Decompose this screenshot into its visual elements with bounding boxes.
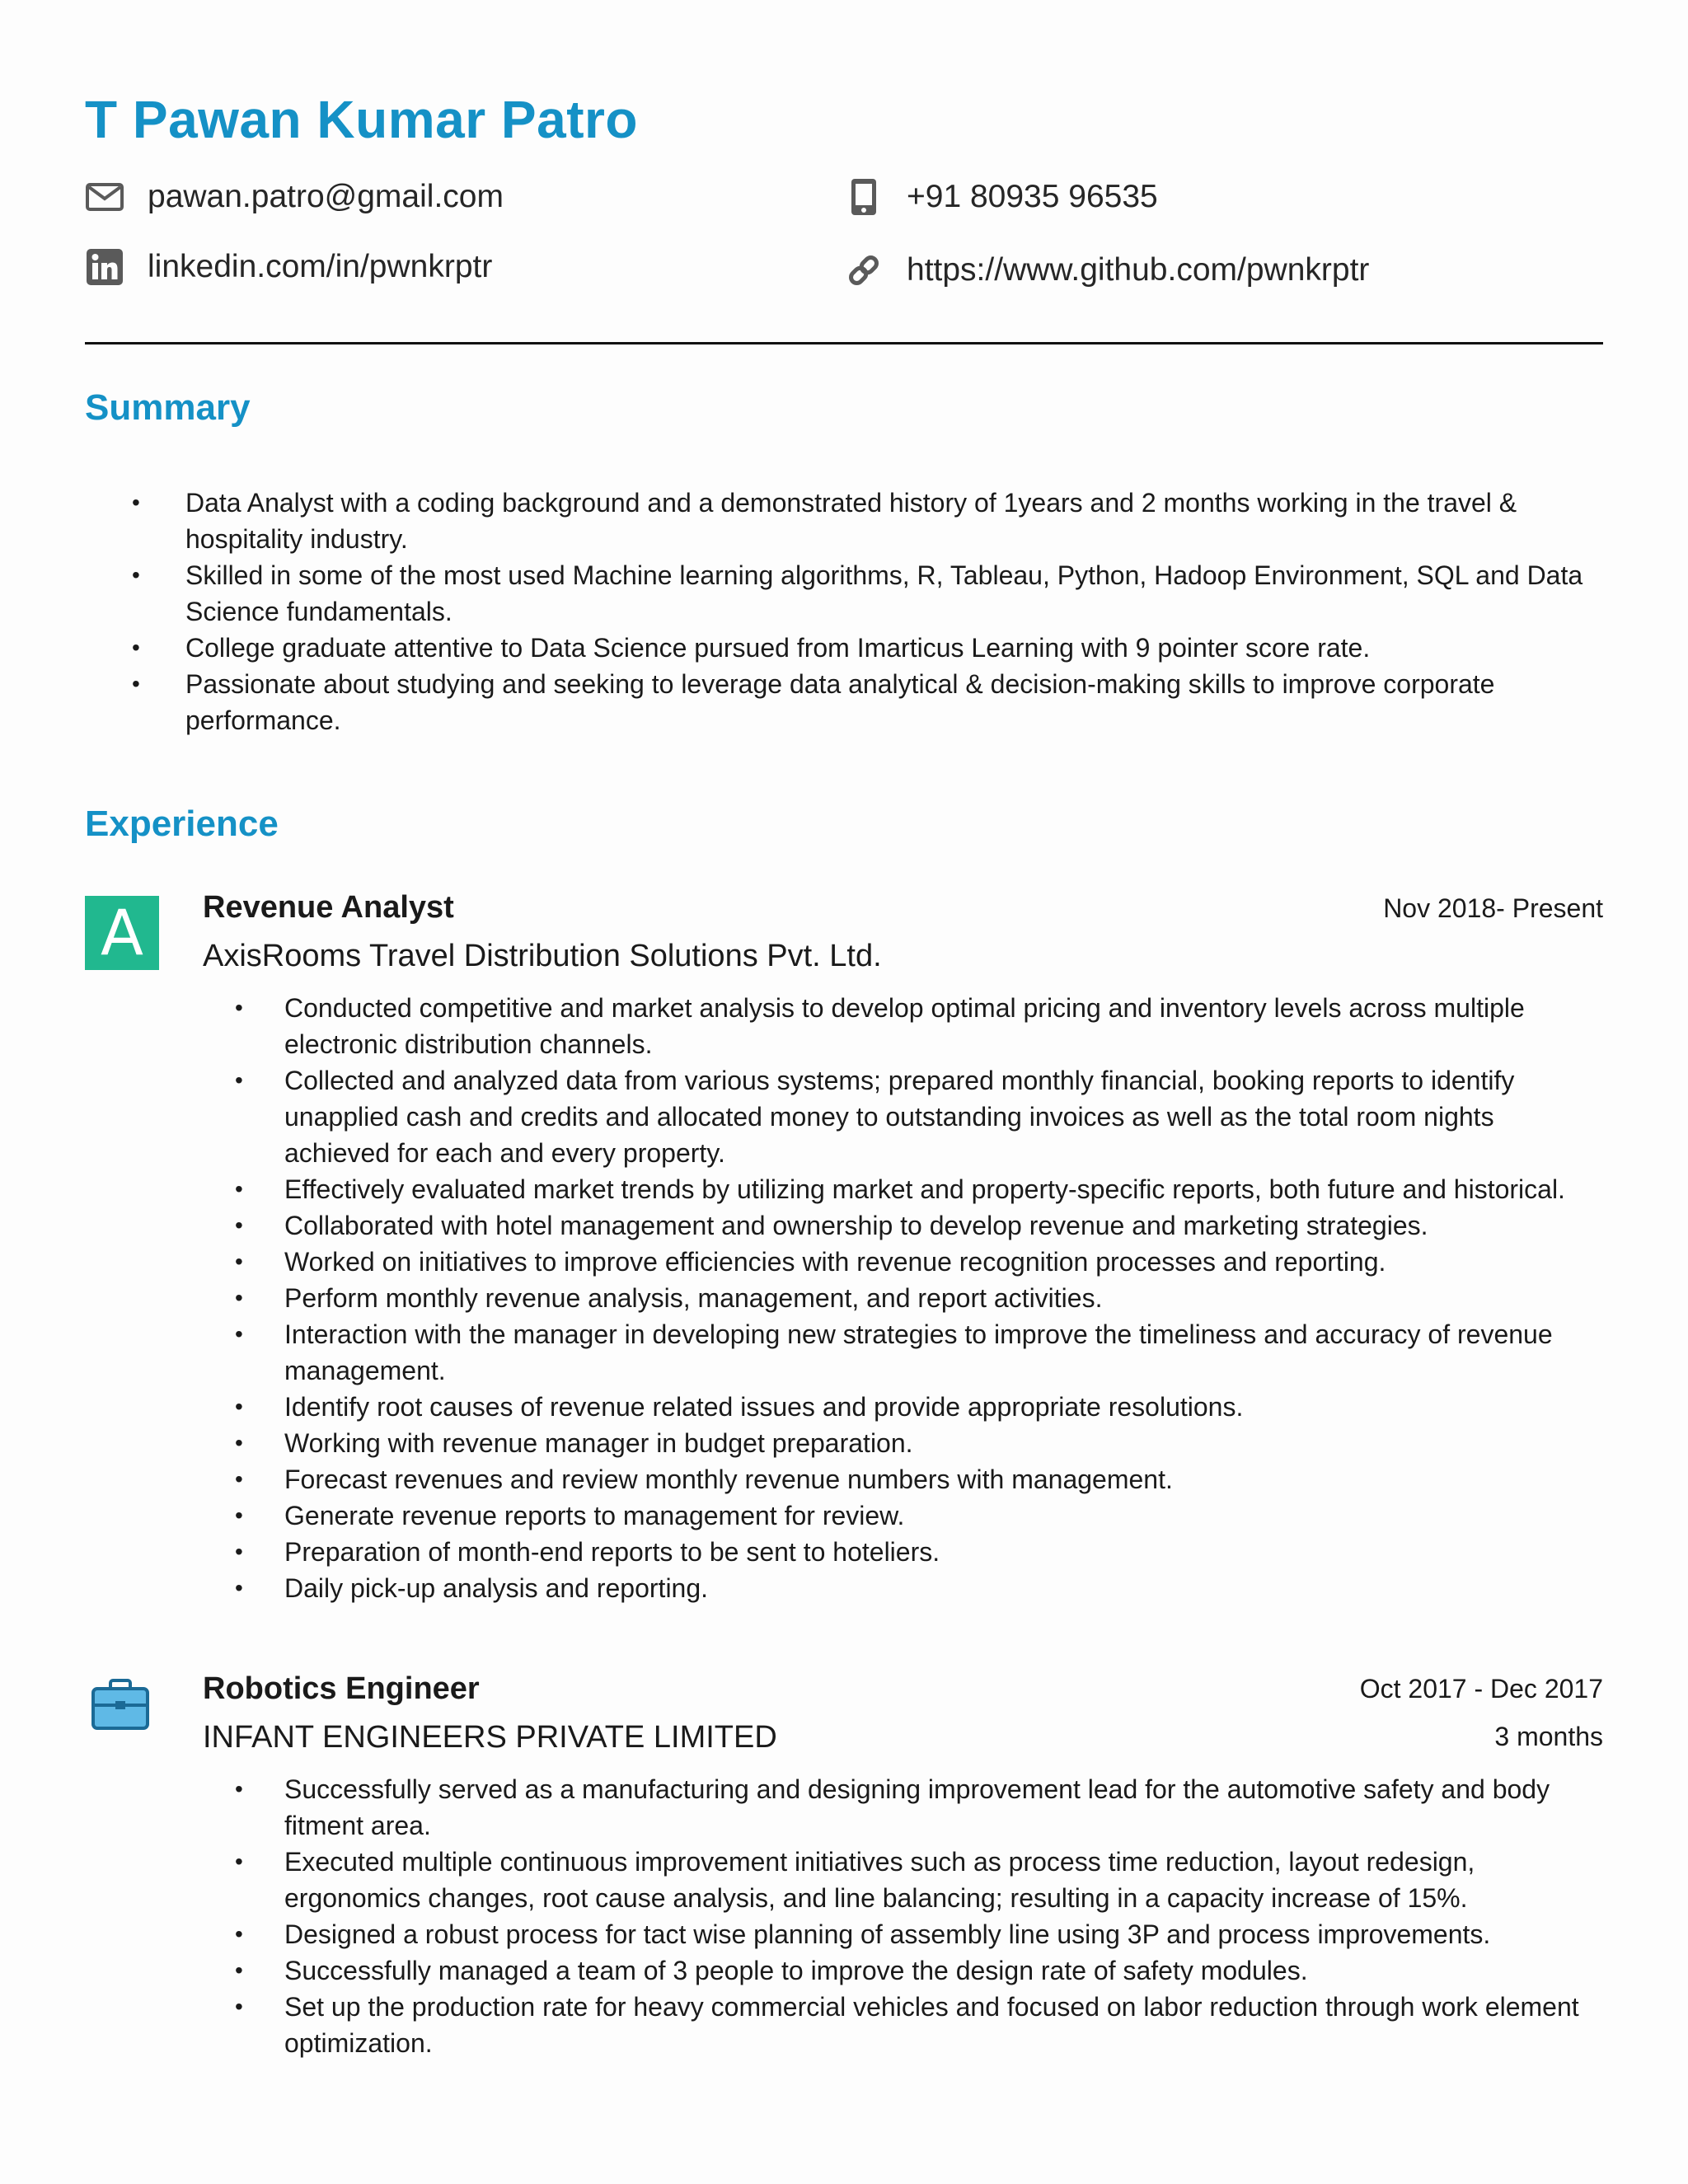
duty-item: • Conducted competitive and market analysis to develop optimal pricing and inventory levels across multiple electronic distribution channels. <box>235 993 1525 1059</box>
company-logo-axisrooms: A <box>85 896 159 970</box>
duty-item: • Effectively evaluated market trends by utilizing market and property-specific reports, both future and historical. <box>235 1174 1565 1204</box>
summary-heading: Summary <box>85 387 251 428</box>
duty-item: • Set up the production rate for heavy commercial vehicles and focused on labor reduction through work element optimization. <box>235 1992 1579 2058</box>
job-date: Oct 2017 - Dec 2017 <box>1359 1674 1603 1704</box>
duty-item: • Interaction with the manager in developing new strategies to improve the timeliness and accuracy of revenue management. <box>235 1319 1553 1385</box>
briefcase-icon <box>91 1678 150 1732</box>
duty-item: • Successfully managed a team of 3 people to improve the design rate of safety modules. <box>235 1956 1308 1985</box>
summary-item: • College graduate attentive to Data Science pursued from Imarticus Learning with 9 pointer score rate. <box>132 633 1371 663</box>
duty-item: • Designed a robust process for tact wise planning of assembly line using 3P and process improvements. <box>235 1919 1491 1949</box>
phone-icon <box>844 177 884 217</box>
summary-item: • Data Analyst with a coding background and a demonstrated history of 1years and 2 months working in the travel & hospitality industry. <box>132 488 1517 554</box>
job-duties-list <box>235 990 1587 1606</box>
link-icon <box>844 251 884 290</box>
phone-text: +91 80935 96535 <box>907 179 1158 214</box>
duty-item: • Daily pick-up analysis and reporting. <box>235 1573 709 1603</box>
experience-heading: Experience <box>85 804 279 844</box>
company-name: INFANT ENGINEERS PRIVATE LIMITED <box>203 1720 777 1755</box>
github-contact <box>844 251 1369 290</box>
mail-icon <box>85 177 124 217</box>
job-title: Revenue Analyst <box>203 890 454 925</box>
summary-list <box>132 485 1603 738</box>
github-text[interactable]: https://www.github.com/pwnkrptr <box>907 252 1370 288</box>
duty-item: • Forecast revenues and review monthly revenue numbers with management. <box>235 1465 1173 1494</box>
phone-contact <box>844 177 1158 217</box>
duty-item: • Preparation of month-end reports to be sent to hoteliers. <box>235 1537 940 1567</box>
duty-item: • Collected and analyzed data from various systems; prepared monthly financial, booking reports to identify unapplied cash and credits and allocated money to outstanding invoices as well as the total room nights achieved for each and every property. <box>235 1066 1515 1168</box>
duty-item: • Working with revenue manager in budget preparation. <box>235 1428 913 1458</box>
linkedin-contact <box>85 247 492 287</box>
email-text[interactable]: pawan.patro@gmail.com <box>148 179 504 214</box>
header-divider <box>85 342 1603 344</box>
job-duration: 3 months <box>1494 1722 1603 1751</box>
company-name: AxisRooms Travel Distribution Solutions Pvt. Ltd. <box>203 939 882 973</box>
candidate-name: T Pawan Kumar Patro <box>85 90 638 149</box>
linkedin-icon <box>85 247 124 287</box>
summary-item: • Skilled in some of the most used Machine learning algorithms, R, Tableau, Python, Hadoop Environment, SQL and Data Science fundamentals. <box>132 560 1583 626</box>
job-duties-list <box>235 1771 1587 2061</box>
duty-item: • Generate revenue reports to management for review. <box>235 1501 905 1530</box>
duty-item: • Successfully served as a manufacturing and designing improvement lead for the automotive safety and body fitment area. <box>235 1774 1550 1840</box>
duty-item: • Collaborated with hotel management and ownership to develop revenue and marketing strategies. <box>235 1211 1428 1240</box>
duty-item: • Identify root causes of revenue related issues and provide appropriate resolutions. <box>235 1392 1244 1422</box>
summary-item: • Passionate about studying and seeking to leverage data analytical & decision-making skills to improve corporate performance. <box>132 669 1495 735</box>
duty-item: • Worked on initiatives to improve efficiencies with revenue recognition processes and reporting. <box>235 1247 1386 1277</box>
email-contact <box>85 177 504 217</box>
duty-item: • Executed multiple continuous improvement initiatives such as process time reduction, layout redesign, ergonomics changes, root cause analysis, and line balancing; resulting in a capacity increase of 15%. <box>235 1847 1475 1913</box>
job-title: Robotics Engineer <box>203 1671 480 1706</box>
linkedin-text[interactable]: linkedin.com/in/pwnkrptr <box>148 249 493 284</box>
job-date: Nov 2018- Present <box>1383 893 1603 923</box>
duty-item: • Perform monthly revenue analysis, management, and report activities. <box>235 1283 1103 1313</box>
